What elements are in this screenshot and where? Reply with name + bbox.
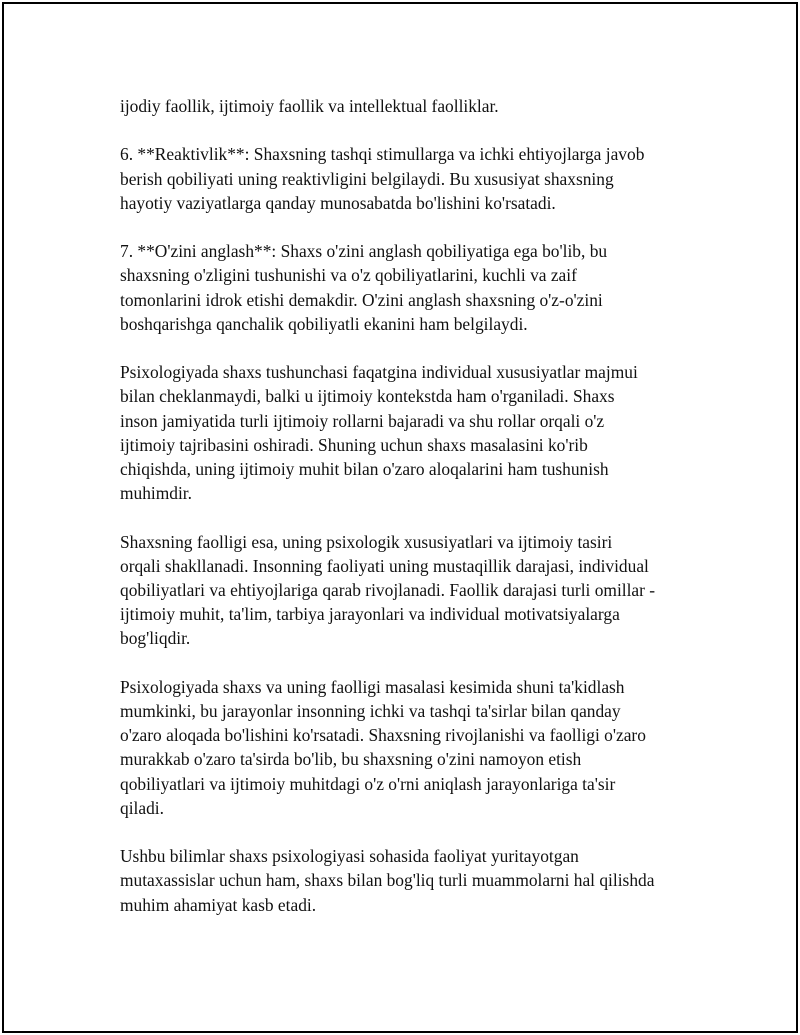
text-line: o'zaro aloqada bo'lishini ko'rsatadi. Shaxsning rivojlanishi va faolligi o'zaro — [120, 725, 646, 746]
text-line: ijtimoiy tajribasini oshiradi. Shuning uchun shaxs masalasini ko'rib — [120, 434, 588, 455]
text-line: muhim ahamiyat kasb etadi. — [120, 894, 317, 915]
text-line: murakkab o'zaro ta'sirda bo'lib, bu shaxsning o'zini namoyon etish — [120, 749, 582, 770]
text-line: 6. **Reaktivlik**: Shaxsning tashqi stimullarga va ichki ehtiyojlarga javob — [120, 144, 645, 165]
text-line: shaxsning o'zligini tushunishi va o'z qobiliyatlarini, kuchli va zaif — [120, 265, 577, 286]
text-line: tomonlarini idrok etishi demakdir. O'zini anglash shaxsning o'z-o'zini — [120, 289, 603, 310]
document-page — [2, 2, 798, 1033]
document-body — [120, 94, 700, 941]
text-line: Psixologiyada shaxs tushunchasi faqatgina individual xususiyatlar majmui — [120, 362, 638, 383]
text-line: berish qobiliyati uning reaktivligini belgilaydi. Bu xususiyat shaxsning — [120, 168, 614, 189]
text-line: Psixologiyada shaxs va uning faolligi masalasi kesimida shuni ta'kidlash — [120, 676, 625, 697]
text-line: boshqarishga qanchalik qobiliyatli ekanini ham belgilaydi. — [120, 313, 528, 334]
paragraph-shaxs-tushunchasi — [120, 360, 700, 505]
paragraph-ozini-anglash — [120, 239, 700, 336]
text-line: Ushbu bilimlar shaxs psixologiyasi sohasida faoliyat yuritayotgan — [120, 846, 579, 867]
text-line: bilan cheklanmaydi, balki u ijtimoiy kontekstda ham o'rganiladi. Shaxs — [120, 386, 615, 407]
text-line: hayotiy vaziyatlarga qanday munosabatda bo'lishini ko'rsatadi. — [120, 192, 556, 213]
text-line: qiladi. — [120, 797, 164, 818]
text-line: qobiliyatlari va ijtimoiy muhitdagi o'z o'rni aniqlash jarayonlariga ta'sir — [120, 773, 616, 794]
paragraph-intro-continuation — [120, 94, 700, 118]
text-line: bog'liqdir. — [120, 628, 191, 649]
text-line: mutaxassislar uchun ham, shaxs bilan bog'liq turli muammolarni hal qilishda — [120, 870, 655, 891]
text-line: chiqishda, uning ijtimoiy muhit bilan o'zaro aloqalarini ham tushunish — [120, 459, 609, 479]
text-line: muhimdir. — [120, 483, 192, 504]
text-line: ijodiy faollik, ijtimoiy faollik va intellektual faolliklar. — [120, 96, 499, 116]
text-line: ijtimoiy muhit, ta'lim, tarbiya jarayonlari va individual motivatsiyalarga — [120, 604, 620, 625]
paragraph-conclusion — [120, 844, 700, 917]
text-line: inson jamiyatida turli ijtimoiy rollarni bajaradi va shu rollar orqali o'z — [120, 410, 605, 431]
paragraph-reaktivlik — [120, 142, 700, 215]
text-line: mumkinki, bu jarayonlar insonning ichki va tashqi ta'sirlar bilan qanday — [120, 701, 621, 721]
text-line: qobiliyatlari va ehtiyojlariga qarab rivojlanadi. Faollik darajasi turli omillar - — [120, 580, 656, 600]
text-line: 7. **O'zini anglash**: Shaxs o'zini anglash qobiliyatiga ega bo'lib, bu — [120, 241, 608, 262]
paragraph-faollik-masalasi — [120, 675, 700, 820]
text-line: orqali shakllanadi. Insonning faoliyati uning mustaqillik darajasi, individual — [120, 555, 649, 576]
text-line: Shaxsning faolligi esa, uning psixologik xususiyatlari va ijtimoiy tasiri — [120, 531, 613, 552]
paragraph-shaxs-faolligi — [120, 530, 700, 651]
